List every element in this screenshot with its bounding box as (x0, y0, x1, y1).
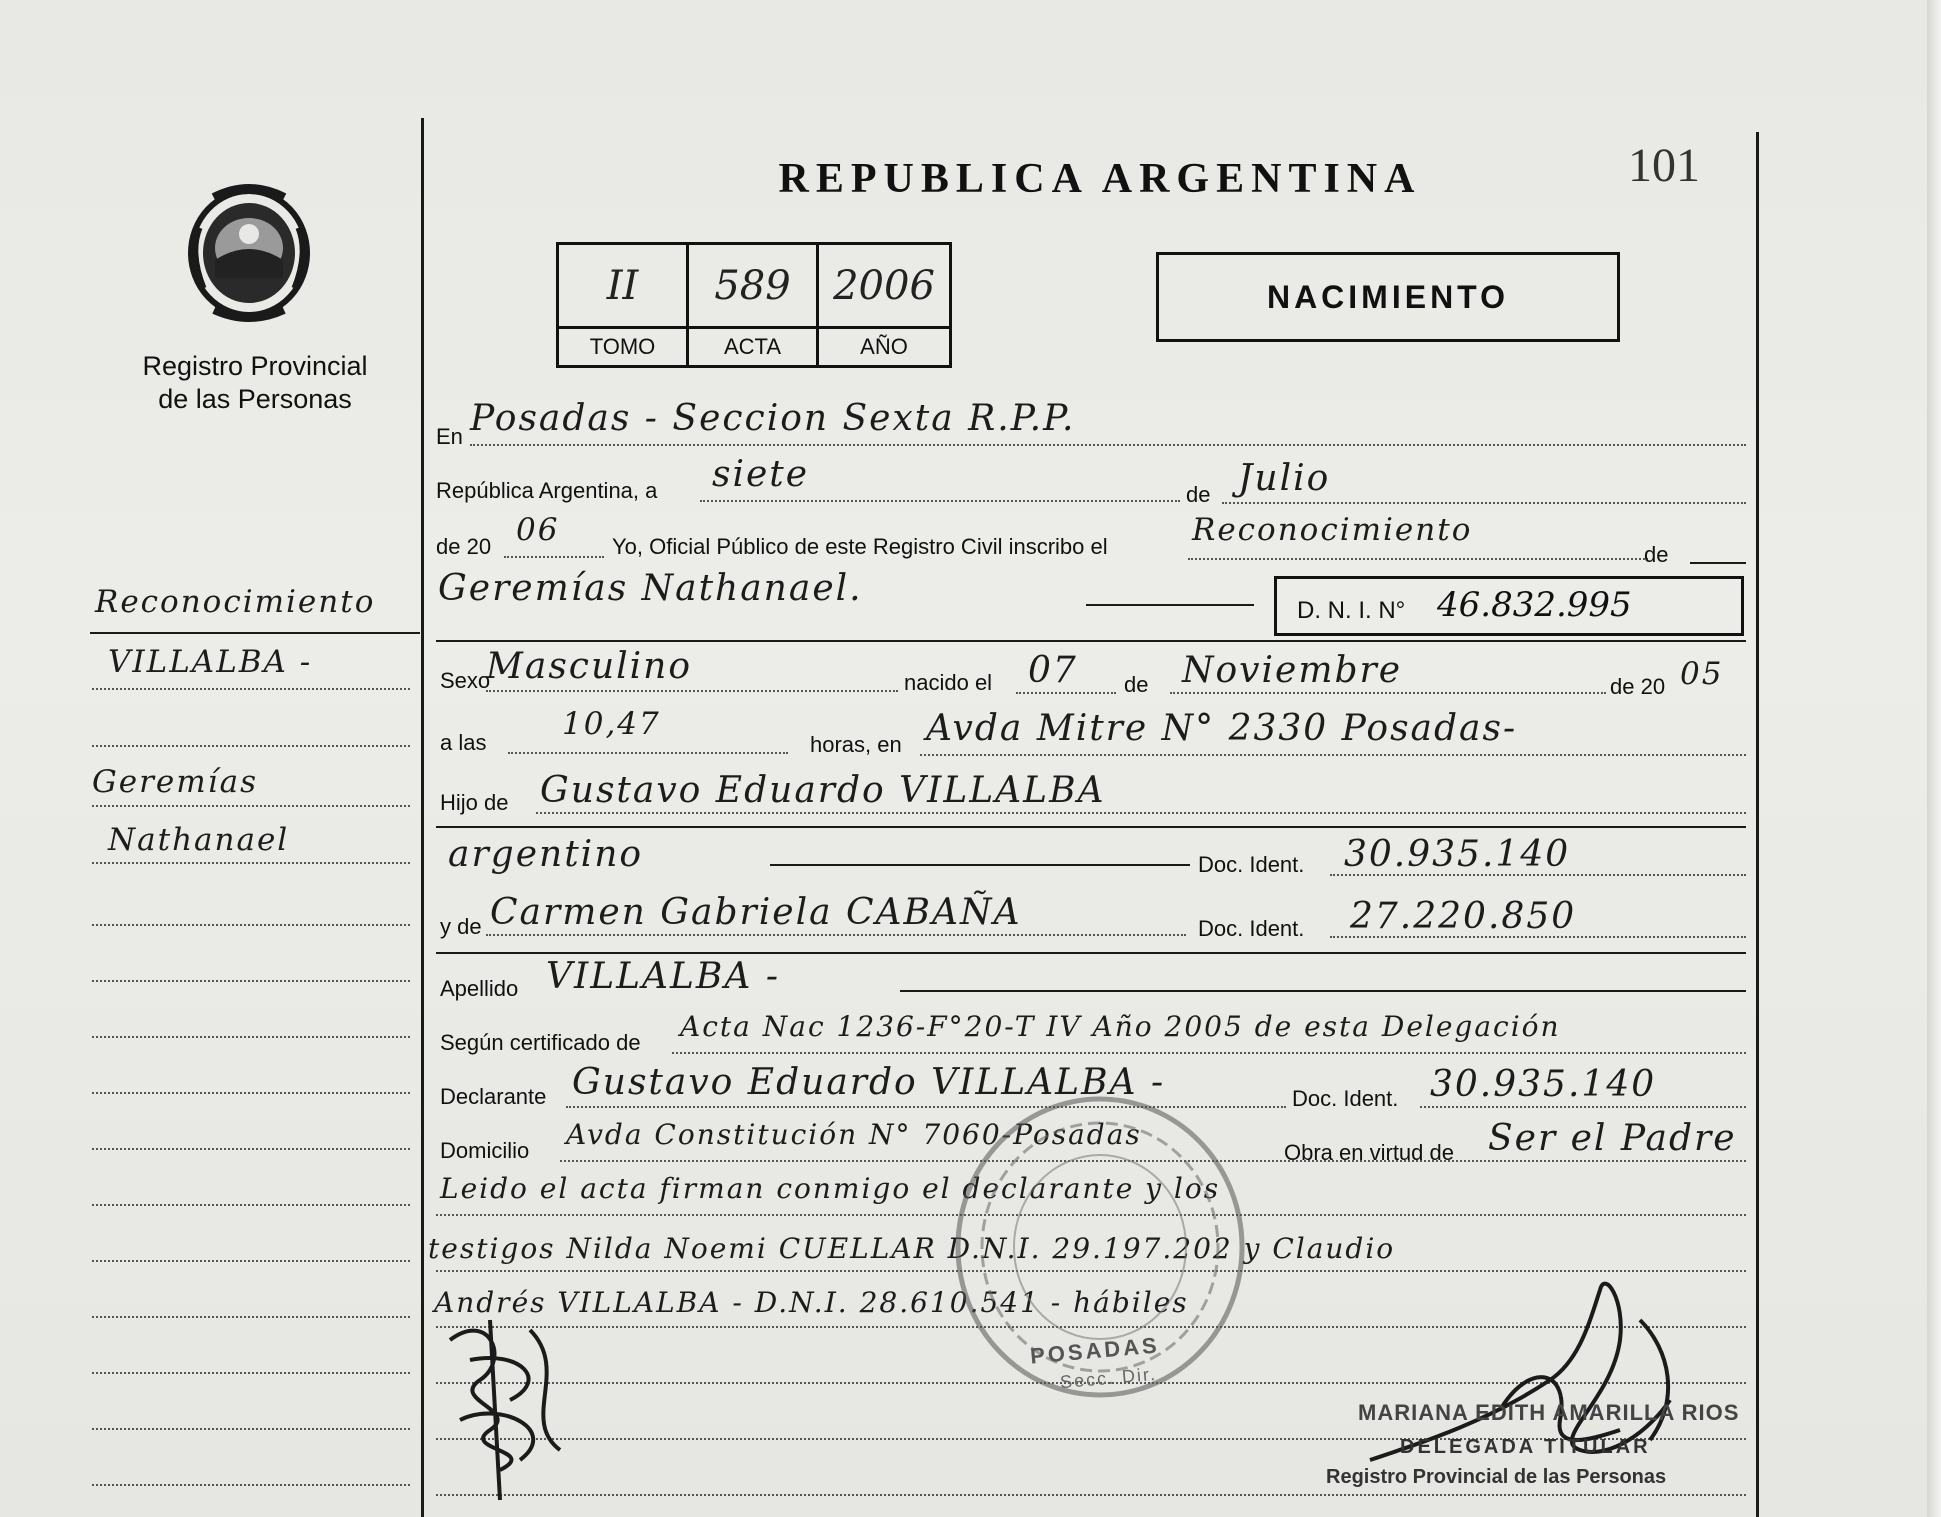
dni-box (1274, 576, 1744, 636)
margin-rule (90, 632, 420, 634)
father-nationality-value: argentino (448, 834, 644, 875)
acta-label: ACTA (723, 334, 782, 359)
birth-place-value: Avda Mitre N° 2330 Posadas- (926, 708, 1518, 749)
rule-line (436, 826, 1746, 828)
margin-dotted-line (92, 805, 410, 807)
dotted-line (1016, 692, 1116, 694)
birth-year-prefix-label: de 20 (1610, 674, 1666, 699)
registry-name-line2: de las Personas (158, 384, 352, 414)
official-role: DELEGADA TITULAR (1400, 1436, 1651, 1458)
hijo-de-label: Hijo de (440, 790, 509, 815)
doc-ident-label-father: Doc. Ident. (1198, 852, 1305, 877)
republica-label: República Argentina, a (436, 478, 658, 503)
margin-dotted-line (92, 1204, 410, 1206)
margin-dotted-line (92, 1036, 410, 1038)
anio-value: 2006 (819, 245, 949, 329)
year-prefix-label: de 20 (436, 534, 492, 559)
witness-signature-icon (430, 1300, 600, 1510)
margin-dotted-line (92, 1092, 410, 1094)
rule-line (436, 952, 1746, 954)
birth-day-value: 07 (1028, 650, 1078, 691)
margin-dotted-line (92, 1428, 410, 1430)
officer-statement: Yo, Oficial Público de este Registro Civil inscribo el (612, 534, 1108, 559)
a-las-label: a las (440, 730, 487, 755)
de-label: de (1186, 482, 1211, 507)
dotted-line (504, 556, 604, 558)
official-name: MARIANA EDITH AMARILLA RIOS (1358, 1400, 1740, 1425)
obra-label: Obra en virtud de (1284, 1140, 1454, 1165)
stamp-city: POSADAS (1029, 1332, 1161, 1369)
dni-label: D. N. I. N° (1297, 597, 1406, 624)
dotted-line (1330, 936, 1746, 938)
margin-dotted-line (92, 1260, 410, 1262)
place-value: Posadas - Seccion Sexta R.P.P. (470, 398, 1076, 439)
de-label-3: de (1124, 672, 1149, 697)
narrative-line-3: Andrés VILLALBA - D.N.I. 28.610.541 - hábiles (434, 1286, 1189, 1319)
official-office: Registro Provincial de las Personas (1326, 1466, 1667, 1488)
rule-line (770, 864, 1190, 866)
margin-dotted-line (92, 924, 410, 926)
dotted-line (1420, 1106, 1746, 1108)
provincial-seal-icon (180, 178, 318, 323)
rule-line (900, 990, 1746, 992)
margin-dotted-line (92, 688, 410, 690)
registration-table (556, 242, 952, 368)
dotted-line (1330, 874, 1746, 876)
rule-line (1690, 562, 1746, 564)
left-margin-divider (421, 118, 424, 1517)
domicilio-value: Avda Constitución N° 7060-Posadas (566, 1118, 1142, 1151)
margin-note-firstname: Geremías (92, 764, 258, 800)
margin-dotted-line (92, 862, 410, 864)
tomo-label: TOMO (589, 334, 656, 359)
registry-name-line1: Registro Provincial (142, 351, 368, 381)
dotted-line (486, 690, 898, 692)
hour-value: 10,47 (562, 706, 661, 742)
dotted-line (1188, 558, 1648, 560)
folio-number: 101 (1628, 139, 1700, 192)
dotted-line (470, 444, 1746, 446)
acta-cell (689, 245, 819, 329)
margin-note-middlename: Nathanael (108, 822, 290, 858)
apellido-value: VILLALBA - (546, 956, 780, 997)
rule-line (436, 640, 1746, 642)
dotted-line (700, 500, 1180, 502)
tomo-label-cell (559, 329, 689, 365)
act-type-value: Reconocimiento (1192, 512, 1473, 548)
nacido-label: nacido el (904, 670, 993, 695)
dotted-line (920, 754, 1746, 756)
doc-ident-label-mother: Doc. Ident. (1198, 916, 1305, 941)
margin-dotted-line (92, 1148, 410, 1150)
declarante-doc-value: 30.935.140 (1430, 1064, 1657, 1105)
official-signature-icon (1350, 1260, 1730, 1500)
en-label: En (436, 424, 463, 449)
domicilio-label: Domicilio (440, 1138, 530, 1163)
father-name-value: Gustavo Eduardo VILLALBA (540, 770, 1106, 811)
country-title: REPUBLICA ARGENTINA (778, 156, 1422, 202)
margin-dotted-line (92, 980, 410, 982)
apellido-label: Apellido (440, 976, 519, 1001)
acta-value: 589 (689, 245, 816, 329)
narrative-line-1: Leido el acta firman conmigo el declarante y los (440, 1172, 1221, 1205)
mother-name-value: Carmen Gabriela CABAÑA (490, 892, 1022, 933)
de-label-2: de (1644, 542, 1669, 567)
stamp-subtitle: Secc. Dir. (1059, 1363, 1158, 1393)
certificado-label: Según certificado de (440, 1030, 641, 1055)
horas-en-label: horas, en (810, 732, 902, 757)
registry-name (110, 350, 400, 416)
declarante-label: Declarante (440, 1084, 547, 1109)
dotted-line (508, 752, 788, 754)
right-frame-line (1756, 132, 1759, 1517)
dotted-line (486, 934, 1186, 936)
birth-year-value: 05 (1680, 656, 1724, 692)
margin-note-act: Reconocimiento (95, 584, 376, 620)
birth-month-value: Noviembre (1182, 650, 1403, 691)
sexo-value: Masculino (486, 646, 693, 687)
child-name-value: Geremías Nathanael. (438, 568, 863, 609)
document-type-box: NACIMIENTO (1156, 252, 1620, 342)
declarante-value: Gustavo Eduardo VILLALBA - (572, 1062, 1166, 1103)
tomo-value: II (559, 245, 686, 329)
sexo-label: Sexo (440, 668, 491, 693)
certificado-value: Acta Nac 1236-F°20-T IV Año 2005 de esta Delegación (680, 1010, 1561, 1043)
anio-label: AÑO (860, 334, 908, 359)
year-value: 06 (516, 512, 560, 548)
acta-label-cell (689, 329, 819, 365)
margin-dotted-line (92, 1316, 410, 1318)
tomo-cell (559, 245, 689, 329)
margin-dotted-line (92, 1372, 410, 1374)
month-value: Julio (1238, 458, 1331, 499)
margin-dotted-line (92, 1484, 410, 1486)
margin-dotted-line (92, 745, 410, 747)
dotted-line (1222, 502, 1746, 504)
margin-note-surname: VILLALBA - (108, 644, 313, 680)
dotted-line (672, 1052, 1746, 1054)
dotted-line (536, 812, 1746, 814)
page-edge (1927, 0, 1941, 1517)
narrative-line-2: testigos Nilda Noemi CUELLAR D.N.I. 29.197.202 y Claudio (428, 1232, 1396, 1265)
anio-label-cell (819, 329, 949, 365)
mother-doc-value: 27.220.850 (1350, 896, 1577, 937)
anio-cell (819, 245, 949, 329)
father-doc-value: 30.935.140 (1344, 834, 1571, 875)
rule-line (1086, 604, 1254, 606)
doc-ident-label-declarante: Doc. Ident. (1292, 1086, 1399, 1111)
y-de-label: y de (440, 914, 482, 939)
dni-value: 46.832.995 (1437, 585, 1632, 625)
day-value: siete (712, 454, 810, 495)
dotted-line (1170, 692, 1606, 694)
obra-value: Ser el Padre (1488, 1118, 1737, 1159)
